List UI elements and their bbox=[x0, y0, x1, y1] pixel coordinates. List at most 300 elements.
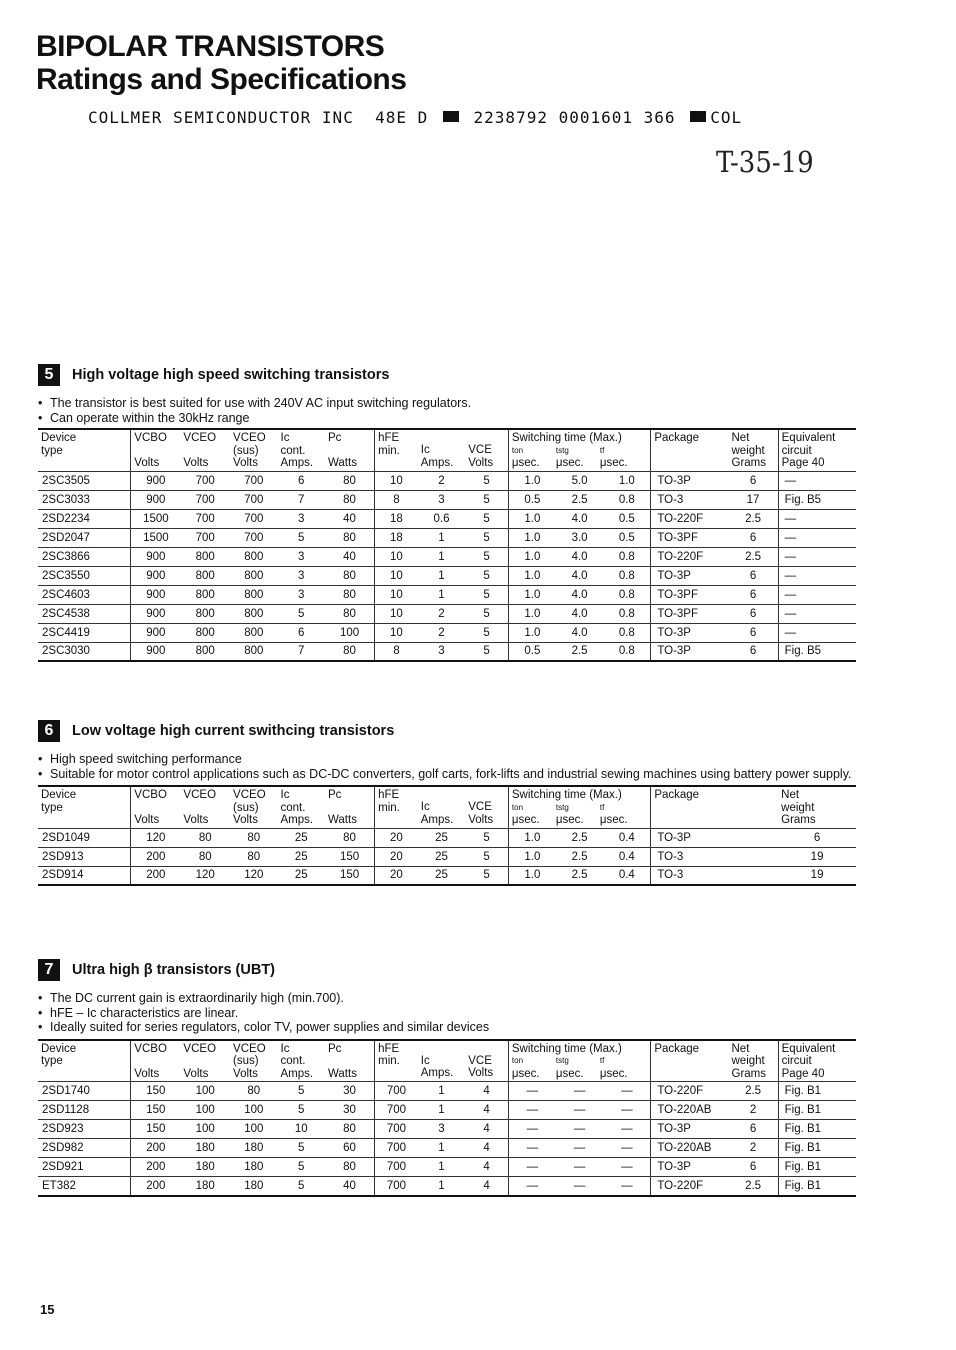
cell-vcbo: 900 bbox=[131, 566, 181, 585]
col-vceo-line: VCEO bbox=[183, 789, 217, 801]
cell-equivalent-circuit: — bbox=[778, 471, 856, 490]
cell-hfe-min: 8 bbox=[375, 490, 418, 509]
table-row bbox=[38, 585, 856, 604]
table-row bbox=[38, 828, 856, 847]
page-title bbox=[36, 30, 406, 96]
col-vcbo-line: VCBO bbox=[134, 1042, 167, 1055]
cell-pc: 30 bbox=[343, 1085, 356, 1097]
cell-hfe-ic: 1 bbox=[438, 550, 445, 563]
cell-hfe-ic: 1 bbox=[438, 531, 445, 544]
cell-hfe-ic: 25 bbox=[435, 850, 448, 863]
col-switching-time bbox=[508, 786, 650, 828]
cell-package: TO-220AB bbox=[651, 1101, 729, 1120]
spec-table bbox=[38, 785, 856, 886]
cell-hfe-ic: 25 bbox=[435, 869, 448, 882]
cell-vceo-sus: 800 bbox=[244, 588, 264, 601]
cell-vceo-sus: 100 bbox=[244, 1123, 264, 1135]
col-vcbo-line: VCBO bbox=[134, 789, 167, 801]
col-hfe-vce-line: Volts bbox=[468, 456, 494, 469]
cell-net-weight: 6 bbox=[749, 1161, 757, 1173]
col-net-weight-line: weight bbox=[731, 444, 765, 457]
col-hfe-min-line: min. bbox=[378, 1055, 400, 1067]
handwritten-code: T-35-19 bbox=[716, 146, 814, 180]
cell-vcbo: 150 bbox=[131, 1101, 181, 1120]
cell-tf: 0.8 bbox=[618, 588, 635, 601]
col-vceo-sus bbox=[230, 429, 277, 471]
col-vceo-sus-line: VCEO bbox=[233, 432, 266, 444]
col-device-type-line: Device bbox=[41, 789, 77, 801]
cell-hfe-min: 20 bbox=[375, 866, 418, 885]
cell-vceo-sus: 800 bbox=[244, 626, 264, 639]
col-tf bbox=[600, 802, 644, 827]
col-tf-symbol: tf bbox=[599, 802, 605, 812]
col-ton-symbol: ton bbox=[511, 802, 524, 812]
cell-pc: 80 bbox=[343, 607, 356, 620]
table-body bbox=[38, 471, 856, 661]
cell-hfe-min: 20 bbox=[375, 828, 418, 847]
cell-vceo-sus: 800 bbox=[244, 607, 264, 620]
col-ic-cont-line: cont. bbox=[280, 801, 306, 814]
spec-table bbox=[38, 428, 856, 662]
feature-item: • Suitable for motor control applications such as DC-DC converters, golf carts, fork-lifts and industrial sewing machines using battery power supply. bbox=[38, 767, 856, 782]
col-hfe-ic-line: Ic bbox=[420, 801, 430, 813]
section-title: High voltage high speed switching transistors bbox=[72, 367, 390, 383]
cell-vceo: 800 bbox=[195, 645, 215, 658]
header-row bbox=[38, 1040, 856, 1082]
cell-tstg: 2.5 bbox=[571, 850, 588, 863]
spec-table bbox=[38, 1039, 856, 1197]
col-ic-cont-line: Ic bbox=[280, 432, 290, 444]
cell-ic-cont: 25 bbox=[294, 869, 308, 882]
cell-tstg: 2.5 bbox=[571, 645, 588, 658]
cell-vceo: 100 bbox=[195, 1123, 215, 1135]
cell-equivalent-circuit: Fig. B1 bbox=[778, 1177, 856, 1196]
cell-ic-cont: 3 bbox=[298, 569, 305, 582]
cell-vceo: 120 bbox=[195, 869, 215, 882]
cell-ic-cont: 25 bbox=[294, 850, 308, 863]
cell-vceo: 700 bbox=[195, 531, 215, 544]
switching-time-title: Switching time (Max.) bbox=[511, 432, 622, 444]
col-vceo-line: VCEO bbox=[183, 1042, 217, 1055]
cell-hfe-ic: 3 bbox=[438, 1123, 445, 1135]
cell-pc: 80 bbox=[343, 531, 356, 544]
section-header bbox=[38, 720, 856, 742]
cell-hfe-vce: 4 bbox=[483, 1142, 490, 1154]
cell-hfe-vce: 4 bbox=[483, 1123, 490, 1135]
cell-vceo: 100 bbox=[195, 1085, 215, 1097]
col-hfe-vce-line: VCE bbox=[468, 444, 492, 456]
cell-net-weight: 6 bbox=[749, 531, 757, 544]
col-package bbox=[651, 786, 778, 828]
col-ic-cont-line: Amps. bbox=[280, 1067, 314, 1080]
col-vceo-sus-line: VCEO bbox=[233, 789, 266, 801]
cell-vceo-sus: 700 bbox=[244, 493, 264, 506]
cell-vceo-sus: 180 bbox=[244, 1179, 264, 1192]
cell-tf: — bbox=[621, 1179, 633, 1192]
cell-vcbo: 900 bbox=[131, 585, 181, 604]
cell-hfe-min: 10 bbox=[375, 547, 418, 566]
col-package-label: Package bbox=[654, 789, 700, 801]
cell-hfe-vce: 5 bbox=[483, 850, 490, 863]
cell-device-type: 2SC4538 bbox=[42, 607, 90, 620]
table-row bbox=[38, 490, 856, 509]
cell-hfe-min: 700 bbox=[375, 1120, 418, 1139]
cell-pc: 150 bbox=[339, 850, 360, 863]
col-vceo bbox=[180, 786, 230, 828]
table-row bbox=[38, 547, 856, 566]
cell-equivalent-circuit: Fig. B1 bbox=[778, 1120, 856, 1139]
cell-vceo: 180 bbox=[195, 1179, 215, 1192]
cell-hfe-ic: 1 bbox=[438, 569, 445, 582]
cell-vceo-sus: 800 bbox=[244, 645, 264, 658]
cell-tstg: — bbox=[573, 1085, 586, 1097]
col-vcbo-line: Volts bbox=[134, 1067, 160, 1080]
cell-tstg: 2.5 bbox=[571, 869, 588, 882]
cell-device-type: 2SD2234 bbox=[42, 512, 90, 525]
col-vceo-line bbox=[183, 1055, 227, 1068]
cell-device-type: 2SD923 bbox=[42, 1123, 84, 1135]
feature-item: • hFE – Ic characteristics are linear. bbox=[38, 1006, 856, 1021]
cell-vcbo: 1500 bbox=[131, 528, 181, 547]
cell-hfe-ic: 1 bbox=[438, 1179, 445, 1192]
cell-vceo-sus: 100 bbox=[244, 1104, 264, 1116]
cell-device-type: 2SC3866 bbox=[42, 550, 90, 563]
cell-package: TO-220F bbox=[651, 1177, 729, 1196]
col-ic-cont-line: cont. bbox=[280, 444, 306, 457]
cell-package: TO-3PF bbox=[651, 585, 729, 604]
cell-vcbo: 200 bbox=[131, 1158, 181, 1177]
cell-hfe-vce: 5 bbox=[483, 493, 490, 506]
cell-equivalent-circuit: — bbox=[778, 547, 856, 566]
cell-vceo: 800 bbox=[195, 550, 215, 563]
cell-vceo: 700 bbox=[195, 474, 215, 487]
col-hfe-min-line: hFE bbox=[378, 432, 400, 444]
table-row bbox=[38, 847, 856, 866]
cell-hfe-vce: 5 bbox=[483, 869, 490, 882]
cell-equivalent-circuit: Fig. B1 bbox=[778, 1139, 856, 1158]
col-vceo-sus-line: (sus) bbox=[233, 801, 259, 814]
cell-vceo: 700 bbox=[195, 493, 215, 506]
switching-time-title: Switching time (Max.) bbox=[511, 1042, 622, 1055]
stamp-code: 2238792 0001601 366 bbox=[473, 108, 676, 127]
cell-vceo: 180 bbox=[195, 1142, 215, 1154]
col-pc-line: Pc bbox=[327, 432, 342, 444]
cell-hfe-ic: 3 bbox=[438, 493, 445, 506]
table-row bbox=[38, 1082, 856, 1101]
cell-vcbo: 150 bbox=[131, 1120, 181, 1139]
cell-tf: 0.5 bbox=[618, 512, 635, 525]
cell-pc: 40 bbox=[343, 550, 356, 563]
cell-vceo: 80 bbox=[198, 850, 212, 863]
company-stamp bbox=[88, 108, 742, 127]
cell-pc: 80 bbox=[343, 569, 356, 582]
cell-package: TO-3P bbox=[651, 828, 778, 847]
cell-tstg: — bbox=[573, 1142, 586, 1154]
cell-hfe-ic: 1 bbox=[438, 1142, 445, 1154]
cell-ic-cont: 5 bbox=[298, 1085, 305, 1097]
section-header bbox=[38, 959, 856, 981]
col-equivalent-circuit bbox=[778, 1040, 856, 1082]
col-vceo-sus-line: Volts bbox=[233, 814, 258, 826]
cell-vcbo: 200 bbox=[131, 847, 181, 866]
cell-vceo-sus: 700 bbox=[244, 531, 264, 544]
col-ton bbox=[512, 1055, 556, 1080]
col-vcbo-line bbox=[134, 445, 177, 458]
cell-hfe-min: 700 bbox=[375, 1158, 418, 1177]
cell-pc: 60 bbox=[343, 1142, 356, 1154]
cell-hfe-vce: 5 bbox=[483, 531, 490, 544]
col-net-weight-line: Net bbox=[731, 1042, 750, 1055]
col-net-weight-line: Net bbox=[781, 789, 800, 801]
switching-time-title: Switching time (Max.) bbox=[511, 789, 622, 801]
cell-ton: 1.0 bbox=[508, 866, 555, 885]
cell-pc: 80 bbox=[343, 493, 356, 506]
col-equivalent-circuit bbox=[778, 429, 856, 471]
col-net-weight-line: Grams bbox=[731, 1067, 766, 1080]
cell-vcbo: 200 bbox=[131, 1177, 181, 1196]
cell-tf: — bbox=[621, 1161, 633, 1173]
cell-pc: 80 bbox=[343, 831, 356, 844]
col-equivalent-circuit-line: Page 40 bbox=[781, 457, 825, 469]
col-net-weight-line: Grams bbox=[731, 457, 766, 469]
col-vceo-line: Volts bbox=[183, 457, 209, 469]
col-tstg-symbol: tstg bbox=[555, 802, 569, 812]
cell-ic-cont: 7 bbox=[298, 645, 305, 658]
col-ton-unit: μsec. bbox=[511, 1067, 540, 1080]
col-device-type-line: type bbox=[41, 444, 63, 457]
cell-ton: 1.0 bbox=[508, 566, 555, 585]
cell-equivalent-circuit: — bbox=[778, 604, 856, 623]
cell-hfe-vce: 5 bbox=[483, 569, 490, 582]
feature-item: • Can operate within the 30kHz range bbox=[38, 411, 856, 426]
col-ton-unit: μsec. bbox=[511, 814, 540, 826]
col-net-weight-line: Grams bbox=[781, 814, 816, 826]
cell-tstg: 4.0 bbox=[571, 607, 588, 620]
col-device-type-line: type bbox=[41, 801, 63, 814]
table-row bbox=[38, 528, 856, 547]
feature-list bbox=[38, 396, 856, 425]
table-header bbox=[38, 786, 856, 828]
col-device-type-line: Device bbox=[41, 432, 77, 444]
col-hfe-min bbox=[375, 429, 418, 471]
cell-hfe-min: 8 bbox=[375, 642, 418, 661]
feature-item: • Ideally suited for series regulators, color TV, power supplies and similar devices bbox=[38, 1020, 856, 1035]
col-package-label: Package bbox=[654, 432, 700, 444]
table-row bbox=[38, 509, 856, 528]
cell-pc: 80 bbox=[343, 1123, 356, 1135]
cell-vcbo: 900 bbox=[131, 471, 181, 490]
col-vceo-sus bbox=[230, 786, 277, 828]
stamp-suffix: COL bbox=[710, 108, 743, 127]
cell-tf: 1.0 bbox=[618, 474, 635, 487]
section-number-badge: 7 bbox=[38, 959, 60, 981]
cell-device-type: 2SD1128 bbox=[42, 1104, 90, 1116]
cell-tf: 0.4 bbox=[618, 831, 635, 844]
table-row bbox=[38, 1101, 856, 1120]
col-switching-time bbox=[508, 1040, 650, 1082]
cell-pc: 80 bbox=[343, 1161, 356, 1173]
col-tstg bbox=[556, 1055, 600, 1080]
cell-tf: 0.5 bbox=[618, 531, 635, 544]
cell-tstg: 2.5 bbox=[571, 493, 588, 506]
cell-pc: 80 bbox=[343, 645, 356, 658]
col-tstg-symbol: tstg bbox=[555, 1056, 569, 1065]
cell-hfe-min: 10 bbox=[375, 585, 418, 604]
col-device-type-line: Device bbox=[41, 1042, 77, 1055]
switching-subcolumns bbox=[512, 802, 647, 827]
col-ton-symbol: ton bbox=[511, 1056, 524, 1065]
col-pc-line bbox=[328, 802, 371, 815]
cell-vceo: 700 bbox=[195, 512, 215, 525]
col-pc bbox=[325, 786, 375, 828]
col-hfe-ic-line: Amps. bbox=[420, 456, 454, 469]
cell-equivalent-circuit: — bbox=[778, 566, 856, 585]
col-vceo-sus-line: Volts bbox=[233, 457, 258, 469]
cell-hfe-vce: 5 bbox=[483, 474, 490, 487]
cell-hfe-ic: 2 bbox=[438, 626, 445, 639]
cell-vceo-sus: 80 bbox=[247, 850, 261, 863]
cell-tf: 0.4 bbox=[618, 850, 635, 863]
cell-tf: 0.8 bbox=[618, 569, 635, 582]
cell-net-weight: 2.5 bbox=[745, 550, 762, 563]
cell-hfe-min: 700 bbox=[375, 1101, 418, 1120]
feature-list bbox=[38, 752, 856, 781]
cell-ic-cont: 7 bbox=[298, 493, 305, 506]
cell-hfe-min: 700 bbox=[375, 1082, 418, 1101]
cell-ic-cont: 25 bbox=[294, 831, 308, 844]
switching-subcolumns bbox=[512, 445, 647, 470]
cell-pc: 100 bbox=[339, 626, 360, 639]
cell-package: TO-220F bbox=[651, 1082, 729, 1101]
cell-net-weight: 6 bbox=[749, 1123, 757, 1135]
col-vceo-sus-line: Volts bbox=[233, 1067, 258, 1080]
cell-vcbo: 900 bbox=[131, 604, 181, 623]
switching-subcolumns bbox=[512, 1055, 647, 1080]
cell-tf: 0.8 bbox=[618, 607, 635, 620]
cell-tstg: — bbox=[573, 1104, 586, 1116]
cell-vceo: 800 bbox=[195, 588, 215, 601]
col-hfe-vce bbox=[465, 786, 508, 828]
cell-vceo: 800 bbox=[195, 569, 215, 582]
cell-net-weight: 2.5 bbox=[745, 1085, 762, 1097]
cell-net-weight: 6 bbox=[813, 831, 821, 844]
cell-tf: — bbox=[621, 1104, 633, 1116]
cell-tstg: — bbox=[573, 1161, 586, 1173]
col-vceo bbox=[180, 1040, 230, 1082]
col-tstg bbox=[556, 802, 600, 827]
col-package-label: Package bbox=[654, 1042, 700, 1055]
section-title: Ultra high β transistors (UBT) bbox=[72, 962, 275, 978]
cell-ic-cont: 5 bbox=[298, 1104, 305, 1116]
cell-net-weight: 6 bbox=[749, 569, 757, 582]
col-vceo-line: Volts bbox=[183, 814, 209, 826]
cell-vceo-sus: 80 bbox=[247, 1085, 261, 1097]
table-row bbox=[38, 604, 856, 623]
col-vceo-line bbox=[183, 802, 227, 815]
cell-vceo: 80 bbox=[198, 831, 212, 844]
cell-ton: — bbox=[508, 1101, 555, 1120]
cell-equivalent-circuit: — bbox=[778, 623, 856, 642]
cell-tstg: — bbox=[573, 1123, 586, 1135]
cell-vceo: 800 bbox=[195, 626, 215, 639]
section-high-voltage bbox=[38, 364, 856, 662]
cell-ton: — bbox=[508, 1177, 555, 1196]
cell-device-type: 2SD1049 bbox=[42, 831, 90, 844]
cell-hfe-vce: 4 bbox=[483, 1161, 490, 1173]
col-tf bbox=[600, 445, 644, 470]
cell-ic-cont: 3 bbox=[298, 550, 305, 563]
cell-pc: 40 bbox=[343, 512, 356, 525]
table-row bbox=[38, 642, 856, 661]
cell-vceo: 180 bbox=[195, 1161, 215, 1173]
cell-package: TO-220F bbox=[651, 547, 729, 566]
feature-item: • High speed switching performance bbox=[38, 752, 856, 767]
cell-vceo-sus: 800 bbox=[244, 550, 264, 563]
col-hfe-min-line: min. bbox=[378, 801, 400, 814]
cell-package: TO-3P bbox=[651, 623, 729, 642]
col-vceo bbox=[180, 429, 230, 471]
col-net-weight-line: weight bbox=[731, 1055, 765, 1067]
feature-list bbox=[38, 991, 856, 1035]
cell-vcbo: 200 bbox=[131, 1139, 181, 1158]
table-row bbox=[38, 1120, 856, 1139]
col-vceo-line: VCEO bbox=[183, 432, 217, 444]
col-vcbo-line: Volts bbox=[134, 457, 160, 469]
col-vcbo-line: VCBO bbox=[134, 432, 167, 444]
col-pc-line: Watts bbox=[327, 814, 357, 826]
cell-hfe-ic: 1 bbox=[438, 588, 445, 601]
cell-tf: 0.8 bbox=[618, 493, 635, 506]
cell-equivalent-circuit: — bbox=[778, 509, 856, 528]
col-pc bbox=[325, 1040, 375, 1082]
col-net-weight-line: weight bbox=[781, 801, 815, 814]
cell-ic-cont: 3 bbox=[298, 588, 305, 601]
cell-tstg: 5.0 bbox=[571, 474, 588, 487]
cell-hfe-min: 10 bbox=[375, 471, 418, 490]
cell-equivalent-circuit: Fig. B1 bbox=[778, 1082, 856, 1101]
cell-device-type: 2SD921 bbox=[42, 1161, 84, 1173]
cell-tf: — bbox=[621, 1123, 633, 1135]
col-hfe-min-line: min. bbox=[378, 444, 400, 457]
cell-hfe-vce: 4 bbox=[483, 1104, 490, 1116]
cell-package: TO-3P bbox=[651, 471, 729, 490]
col-vcbo-line bbox=[134, 802, 177, 815]
col-hfe-ic-line: Amps. bbox=[420, 813, 454, 826]
cell-vceo-sus: 180 bbox=[244, 1142, 264, 1154]
col-equivalent-circuit-line: circuit bbox=[781, 1055, 812, 1067]
cell-tstg: 4.0 bbox=[571, 588, 588, 601]
cell-tstg: 4.0 bbox=[571, 550, 588, 563]
cell-pc: 80 bbox=[343, 474, 356, 487]
table-row bbox=[38, 1158, 856, 1177]
cell-ton: — bbox=[508, 1120, 555, 1139]
cell-package: TO-220AB bbox=[651, 1139, 729, 1158]
col-ic-cont bbox=[278, 1040, 325, 1082]
col-hfe-min bbox=[375, 1040, 418, 1082]
cell-tstg: 3.0 bbox=[571, 531, 588, 544]
cell-net-weight: 19 bbox=[810, 869, 824, 882]
cell-ton: 1.0 bbox=[508, 528, 555, 547]
cell-net-weight: 2 bbox=[749, 1104, 757, 1116]
cell-package: TO-3 bbox=[651, 490, 729, 509]
cell-package: TO-3 bbox=[651, 847, 778, 866]
col-pc-line: Watts bbox=[327, 1067, 357, 1080]
cell-vcbo: 900 bbox=[131, 623, 181, 642]
table-body bbox=[38, 828, 856, 885]
cell-device-type: 2SD2047 bbox=[42, 531, 90, 544]
col-hfe-ic bbox=[418, 786, 465, 828]
cell-ic-cont: 6 bbox=[298, 474, 305, 487]
